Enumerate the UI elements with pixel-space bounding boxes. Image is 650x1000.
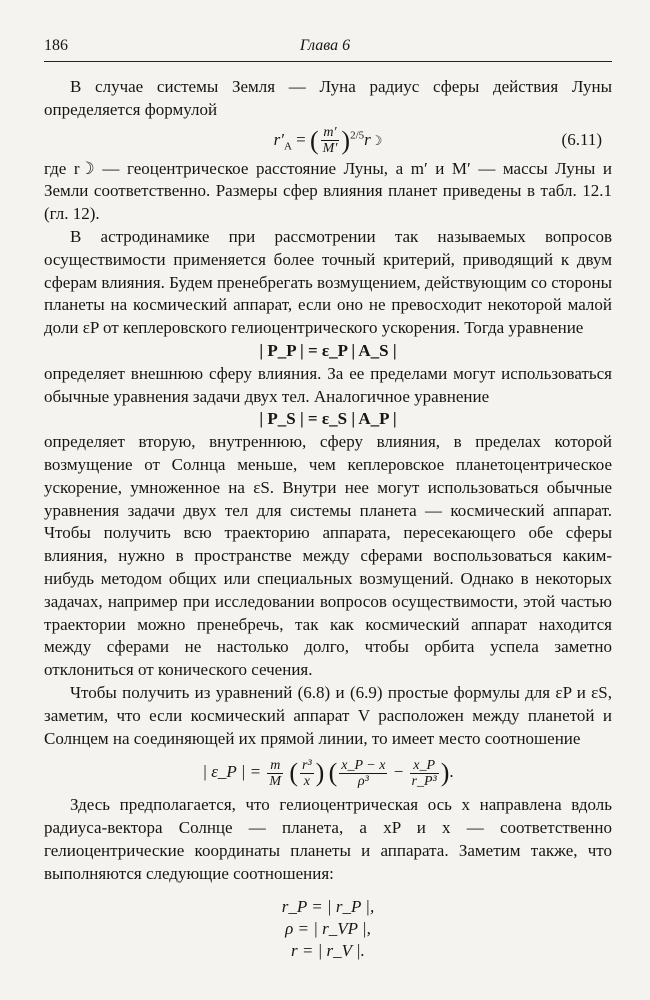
eps-f3-num: x_P − x bbox=[341, 757, 386, 773]
eps-fraction-2 bbox=[300, 758, 314, 789]
eps-f1-num: m bbox=[267, 758, 283, 774]
equation-number: (6.11) bbox=[561, 129, 602, 149]
eps-f2-den: x bbox=[303, 773, 310, 789]
eq611-exp: 2/5 bbox=[350, 128, 365, 141]
relation-r: r = | r_V |. bbox=[291, 940, 365, 960]
eps-minus: − bbox=[393, 762, 404, 782]
eq611-fraction bbox=[321, 125, 340, 156]
moon-symbol: ☽ bbox=[370, 132, 383, 148]
page-header bbox=[44, 37, 606, 59]
eps-f4-den: r_P³ bbox=[411, 773, 437, 789]
eq611-equals: = bbox=[291, 129, 310, 149]
equation-inner-sphere: | P_S | = ε_S | A_P | bbox=[259, 409, 397, 429]
header-rule bbox=[44, 61, 612, 62]
eq611-lhs: r′ bbox=[273, 129, 284, 149]
relations-block bbox=[44, 896, 612, 962]
eps-lhs: | ε_P | = bbox=[202, 762, 262, 782]
paragraph-3: В астродинамике при рассмотрении так называемых вопросов осуществимости применяется более точный критерий, приводящий к двум сферам влияния. Будем пренебрегать возмущением, действующим со стороны планеты на космический аппарат, если оно не превосходит некоторой малой доли εP от кеплеровского гелиоцентрического ускорения. Тогда уравнение bbox=[44, 226, 612, 338]
eps-end: . bbox=[449, 762, 454, 782]
paragraph-1: В случае системы Земля — Луна радиус сферы действия Луны определяется формулой bbox=[44, 77, 612, 119]
paragraph-7: Здесь предполагается, что гелиоцентрическая ось x направлена вдоль радиуса-вектора Солнце — планета, а xP и x — соответственно гелиоцентрические координаты планеты и аппарата. Заметим также, что выполняются следующие соотношения: bbox=[44, 795, 612, 883]
eps-f4-num: x_P bbox=[410, 758, 439, 774]
paragraph-4: определяет внешнюю сферу влияния. За ее пределами могут использоваться обычные уравнения задачи двух тел. Аналогичное уравнение bbox=[44, 363, 612, 406]
eq611-r: r bbox=[364, 129, 371, 149]
eq611-num: m′ bbox=[321, 125, 340, 141]
equation-outer-sphere: | P_P | = ε_P | A_S | bbox=[259, 340, 397, 360]
eq611-lhs-sub: A bbox=[283, 139, 292, 152]
eq611-den: M′ bbox=[322, 141, 338, 157]
eps-fraction-1 bbox=[267, 758, 283, 789]
equation-epsilon: | ε_P | = $\frac{m}{M}$ ( $\frac{\text{r³}}{x}$ ) ( $\frac{x\_P - x}{\text{ρ³}}$ − $\frac{x\_P}{\text{r\_P³}}$ ). bbox=[202, 757, 454, 789]
paragraph-2: где r☽ — геоцентрическое расстояние Луны, а m′ и M′ — массы Луны и Земли соответственно. Размеры сфер влияния планет приведены в табл. 12.1 (гл. 12). bbox=[44, 158, 612, 224]
relation-rho: ρ = | r_VP |, bbox=[285, 918, 371, 938]
paragraph-6: Чтобы получить из уравнений (6.8) и (6.9) простые формулы для εP и εS, заметим, что если космический аппарат V расположен между планетой и Солнцем на соединяющей их прямой линии, то имеет место соотношение bbox=[44, 682, 612, 748]
paragraph-5: определяет вторую, внутреннюю, сферу влияния, в пределах которой возмущение от Солнца меньше, чем кеплеровское планетоцентрическое ускорение, умноженное на εS. Внутри нее могут использоваться обычные уравнения задачи двух тел для системы планета — космический аппарат. Чтобы получить всю траекторию аппарата, пересекающего обе сферы влияния, нужно в пространстве между сферами воспользоваться каким-нибудь методом общих или специальных возмущений. Однако в некоторых задачах, например при исследовании вопросов осуществимости, этой частью траектории можно пренебречь, так как космический аппарат находится между сферами не настолько долго, чтобы орбита успела заметно отклониться от конического сечения. bbox=[44, 432, 612, 680]
eps-f2-num: r³ bbox=[302, 757, 312, 773]
page-number: 186 bbox=[44, 37, 68, 54]
eps-fraction-4 bbox=[410, 758, 439, 789]
eps-fraction-3 bbox=[339, 758, 387, 789]
eps-f1-den: M bbox=[269, 773, 282, 789]
equation-6-11: $r'_A$ = ( $\frac{m'}{M'}$ )$^{2/5}$r☽ (6.11) bbox=[44, 122, 612, 158]
running-title: Глава 6 bbox=[299, 37, 351, 54]
eps-f3-den: ρ³ bbox=[357, 773, 369, 789]
page-body bbox=[44, 76, 612, 962]
relation-rp: r_P = | r_P |, bbox=[281, 896, 375, 916]
